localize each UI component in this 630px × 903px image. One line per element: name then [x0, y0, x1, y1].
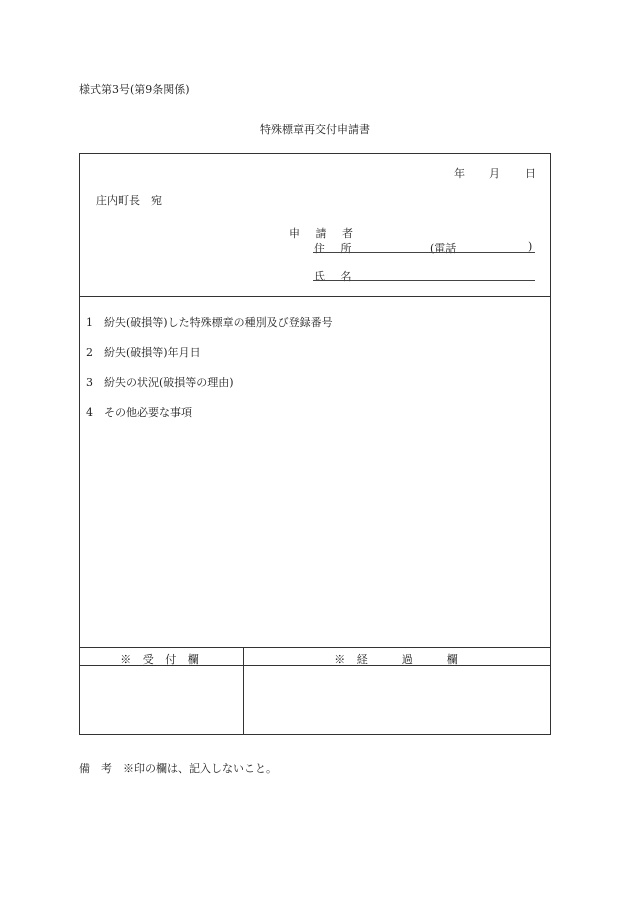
name-field-line[interactable]	[313, 280, 535, 281]
address-label: 住 所	[314, 242, 358, 255]
progress-column-header: ※ 経 過 欄	[334, 653, 462, 666]
table-top-line	[80, 647, 550, 648]
section-divider	[80, 296, 550, 297]
date-month-label: 月	[489, 167, 500, 180]
address-field-line[interactable]	[313, 252, 535, 253]
item-lost-date: 2 紛失(破損等)年月日	[86, 346, 201, 359]
addressee: 庄内町長 宛	[96, 194, 162, 207]
document-title: 特殊標章再交付申請書	[260, 123, 370, 136]
item-lost-mark-type: 1 紛失(破損等)した特殊標章の種別及び登録番号	[86, 316, 333, 329]
remarks-note: 備 考 ※印の欄は、記入しないこと。	[79, 762, 277, 775]
applicant-label: 申 請 者	[289, 227, 359, 240]
form-number: 様式第3号(第9条関係)	[79, 83, 190, 96]
item-lost-circumstances: 3 紛失の状況(破損等の理由)	[86, 376, 234, 389]
phone-close-paren: )	[528, 240, 533, 253]
date-day-label: 日	[525, 167, 536, 180]
date-year-label: 年	[454, 167, 465, 180]
item-other-matters: 4 その他必要な事項	[86, 406, 192, 419]
application-form-box	[79, 153, 551, 735]
phone-label: (電話	[430, 242, 457, 255]
reception-column-header: ※ 受 付 欄	[120, 653, 203, 666]
name-label: 氏 名	[314, 270, 358, 283]
